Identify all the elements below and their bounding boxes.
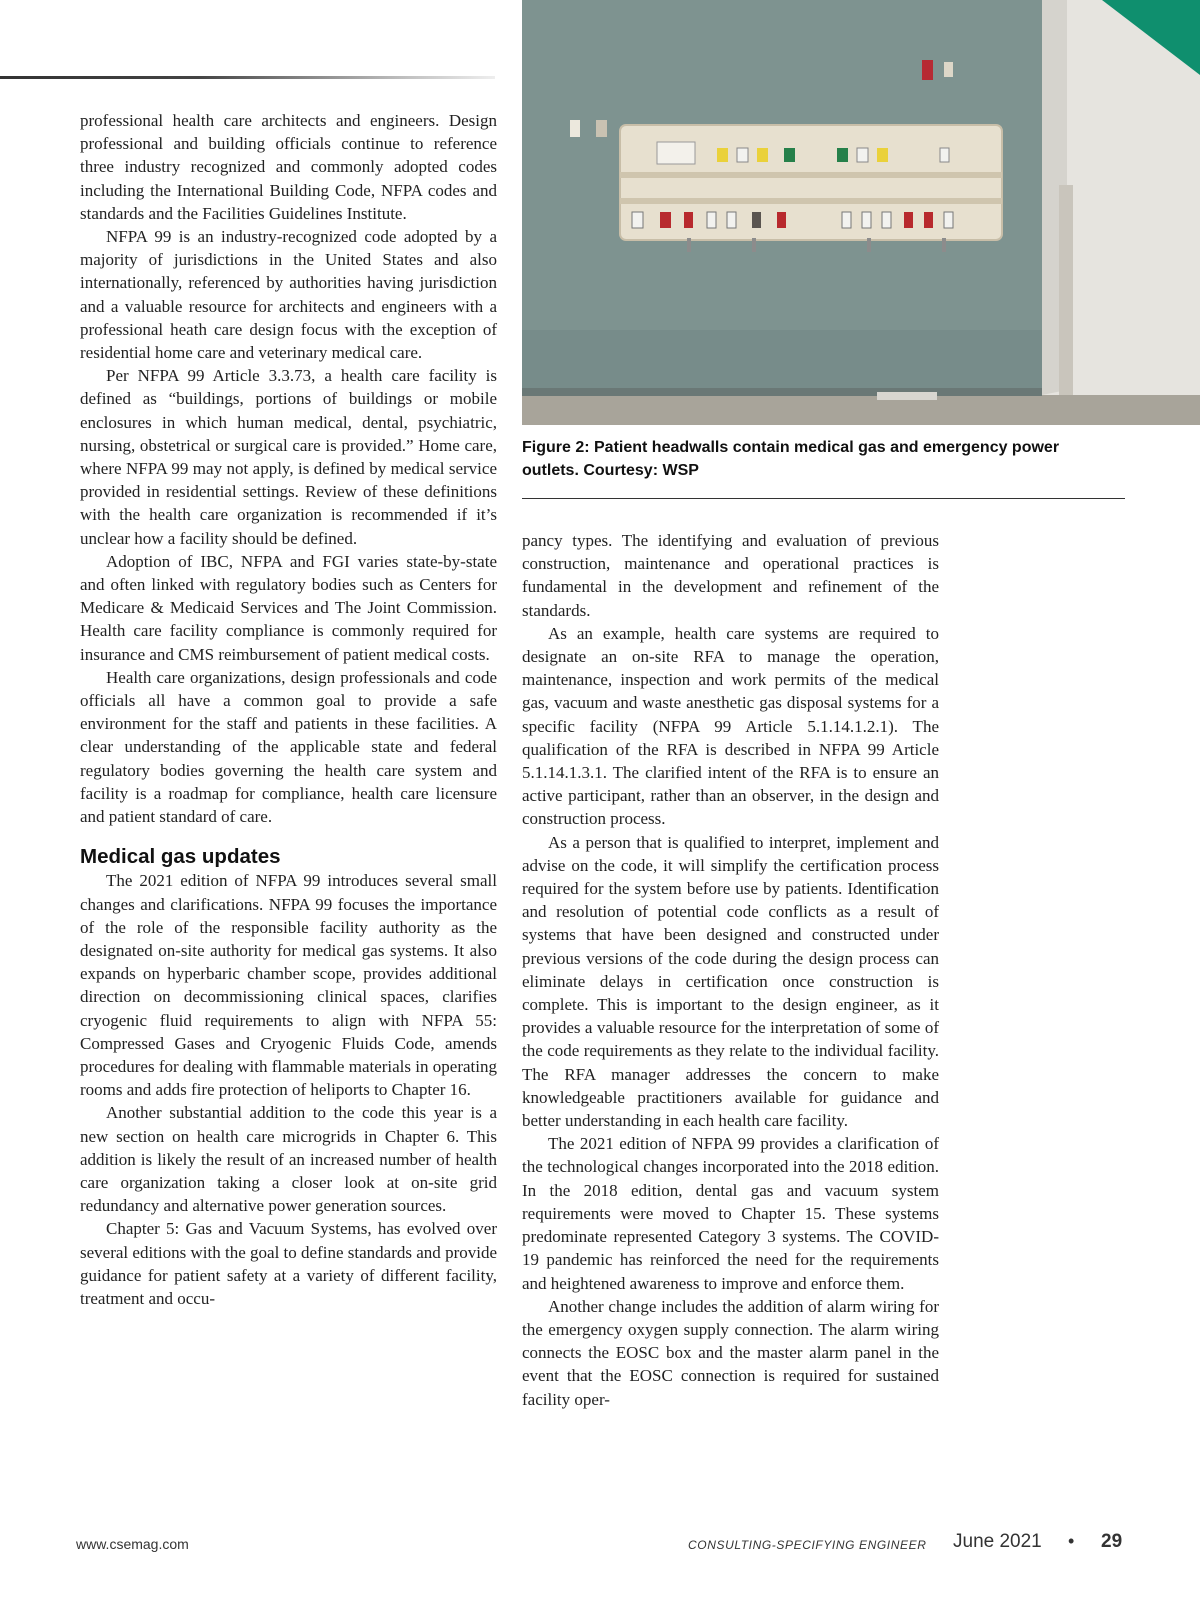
paragraph: Chapter 5: Gas and Vacuum Systems, has evolved over several editions with the goal to define standards and provide guidance for patient safety at a variety of different facility, treatment and occu- xyxy=(80,1219,497,1308)
paragraph: Another substantial addition to the code this year is a new section on health care microgrids in Chapter 6. This addition is likely the result of an increased number of health care organization taking a closer look at on-site grid redundancy and alternative power generation sources. xyxy=(80,1103,497,1216)
emergency-outlet xyxy=(777,212,786,228)
left-column xyxy=(80,109,497,1310)
paragraph: The 2021 edition of NFPA 99 provides a clarification of the technological changes incorporated into the 2018 edition. In the 2018 edition, dental gas and vacuum system requirements were moved to Chapter 15. These systems predominate represented Category 3 systems. The COVID-19 pandemic has reinforced the need for the requirements and heightened awareness to improve and enforce them. xyxy=(522,1134,939,1293)
footer-date: June 2021 xyxy=(953,1531,1042,1552)
outlet xyxy=(752,212,761,228)
outlet xyxy=(842,212,851,228)
emergency-outlet xyxy=(904,212,913,228)
outlet xyxy=(727,212,736,228)
rail-bracket xyxy=(687,238,691,252)
rail-bracket xyxy=(942,238,946,252)
paragraph: The 2021 edition of NFPA 99 introduces several small changes and clarifications. NFPA 99 focuses the importance of the role of the responsible facility authority as the designated on-site authority for medical gas systems. It also expands on hyperbaric chamber scope, provides additional direction on decommissioning clinical spaces, clarifies cryogenic fluid requirements to align with NFPA 55: Compressed Gases and Cryogenic Fluids Code, amends procedures for dealing with flammable materials in operating rooms and adds fire protection of heliports to Chapter 16. xyxy=(80,871,497,1100)
wall-switch xyxy=(570,120,580,137)
footer-bullet: • xyxy=(1068,1531,1075,1551)
figure-photo xyxy=(522,0,1200,425)
right-column xyxy=(522,529,939,1411)
outlet xyxy=(944,212,953,228)
rail-bracket xyxy=(752,238,756,252)
page-number: 29 xyxy=(1101,1531,1123,1552)
outlet xyxy=(882,212,891,228)
figure-caption: Figure 2: Patient headwalls contain medical gas and emergency power outlets. Courtesy: WSP xyxy=(522,439,1060,479)
footer-url[interactable]: www.csemag.com xyxy=(76,1536,189,1552)
outlet xyxy=(632,212,643,228)
footer-magazine: CONSULTING-SPECIFYING ENGINEER xyxy=(688,1538,927,1552)
paragraph: Per NFPA 99 Article 3.3.73, a health care facility is defined as “buildings, portions of buildings or mobile enclosures in which human medical, dental, psychiatric, nursing, obstetrical or surgical care is provided.” Home care, where NFPA 99 may not apply, is defined by medical service provided in residential settings. Review of these definitions with the health care organization is recommended if it’s unclear how a facility should be defined. xyxy=(80,366,497,548)
outlet xyxy=(707,212,716,228)
paragraph: Health care organizations, design professionals and code officials all have a common goal to provide a safe environment for the staff and patients in these facilities. A clear understanding of the applicable state and federal regulatory bodies governing the health care system and facility is a roadmap for compliance, health care licensure and patient standard of care. xyxy=(80,667,497,827)
paragraph: As a person that is qualified to interpret, implement and advise on the code, it will simplify the certification process required for the system before use by patients. Identification and resolution of potential code conflicts as a result of systems that have been designed and constructed under previous versions of the code during the design process can eliminate delays in certification once construction is complete. This is important to the design engineer, as it provides a valuable resource for the interpretation of some of the code requirements as they relate to the individual facility. The RFA manager addresses the concern to make knowledgeable practitioners available for guidance and better understanding in each health care facility. xyxy=(522,832,939,1131)
emergency-outlet xyxy=(684,212,693,228)
outlet xyxy=(737,148,748,162)
paragraph: Adoption of IBC, NFPA and FGI varies state-by-state and often linked with regulatory bodies such as Centers for Medicare & Medicaid Services and The Joint Commission. Health care facility compliance is commonly required for insurance and CMS reimbursement of patient medical costs. xyxy=(80,551,497,664)
wall-box-red xyxy=(922,60,933,80)
vacuum-outlet xyxy=(757,148,768,162)
vacuum-outlet xyxy=(717,148,728,162)
base-trim xyxy=(522,388,1042,396)
wall-switch xyxy=(944,62,953,77)
paragraph: NFPA 99 is an industry-recognized code adopted by a majority of jurisdictions in the United States and also internationally, referenced by authorities having jurisdiction and a valuable resource for architects and engineers with a professional heath care design focus with the exception of residential home care and veterinary medical care. xyxy=(80,227,497,363)
paragraph: Another change includes the addition of alarm wiring for the emergency oxygen supply connection. The alarm wiring connects the EOSC box and the master alarm panel in the event that the EOSC connection is required for sustained facility oper- xyxy=(522,1296,939,1409)
floor-vent xyxy=(877,392,937,400)
outlet xyxy=(940,148,949,162)
section-heading: Medical gas updates xyxy=(80,845,281,869)
outlet-panel xyxy=(657,142,695,164)
top-rule xyxy=(0,76,495,79)
outlet xyxy=(857,148,868,162)
oxygen-outlet xyxy=(784,148,795,162)
headwall-photo xyxy=(522,0,1200,425)
floor xyxy=(522,395,1200,425)
corner-guard xyxy=(1059,185,1073,400)
vacuum-outlet xyxy=(877,148,888,162)
caption-rule xyxy=(522,498,1125,499)
outlet xyxy=(862,212,871,228)
paragraph: professional health care architects and engineers. Design professional and building officials continue to reference three industry recognized and commonly adopted codes including the International Building Code, NFPA codes and standards and the Facilities Guidelines Institute. xyxy=(80,111,497,223)
emergency-outlet xyxy=(924,212,933,228)
emergency-outlet xyxy=(660,212,671,228)
wall-switch xyxy=(596,120,607,137)
paragraph: As an example, health care systems are required to designate an on-site RFA to manage the operation, maintenance, inspection and work permits of the medical gas, vacuum and waste anesthetic gas disposal systems for a specific facility (NFPA 99 Article 5.1.14.1.2.1). The qualification of the RFA is described in NFPA 99 Article 5.1.14.1.3.1. The clarified intent of the RFA is to ensure an active participant, rather than an observer, in the design and construction process. xyxy=(522,623,939,829)
rail-bracket xyxy=(867,238,871,252)
oxygen-outlet xyxy=(837,148,848,162)
paragraph: pancy types. The identifying and evaluation of previous construction, maintenance and operational practices is fundamental in the development and refinement of the standards. xyxy=(522,531,939,620)
